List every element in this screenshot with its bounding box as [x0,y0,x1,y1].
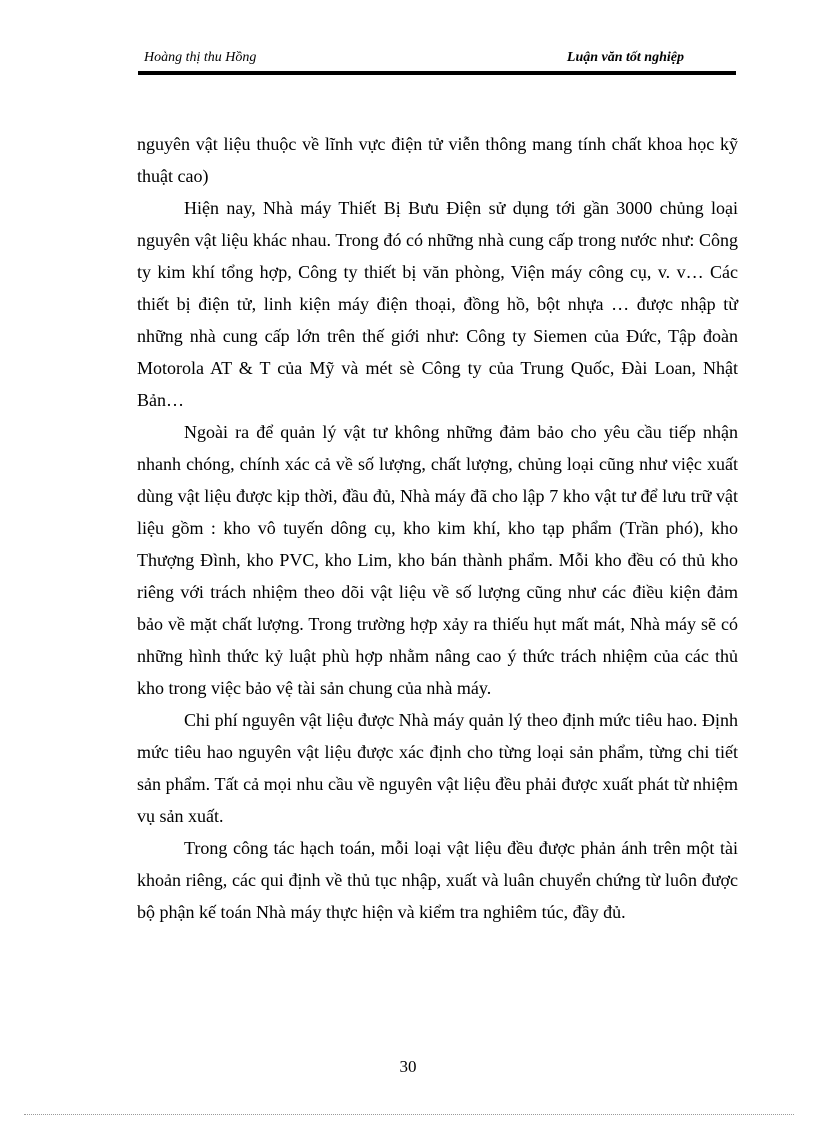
paragraph: nguyên vật liệu thuộc về lĩnh vực điện tử viễn thông mang tính chất khoa học kỹ thuật cao) [137,134,738,186]
header-author: Hoàng thị thu Hồng [144,50,257,65]
paragraph: Trong công tác hạch toán, mỗi loại vật liệu đều được phản ánh trên một tài khoản riêng, các qui định về thủ tục nhập, xuất và luân chuyển chứng từ luôn được bộ phận kế toán Nhà máy thực hiện và kiểm tra nghiêm túc, đầy đủ. [137,838,738,922]
paragraph: Hiện nay, Nhà máy Thiết Bị Bưu Điện sử dụng tới gần 3000 chủng loại nguyên vật liệu khác nhau. Trong đó có những nhà cung cấp trong nước như: Công ty kim khí tổng hợp, Công ty thiết bị văn phòng, Viện máy công cụ, v. v… Các thiết bị điện tử, linh kiện máy điện thoại, đồng hồ, bột nhựa … được nhập từ những nhà cung cấp lớn trên thế giới như: Công ty Siemen của Đức, Tập đoàn Motorola AT & T của Mỹ và mét sè Công ty của Trung Quốc, Đài Loan, Nhật Bản… [137,198,738,410]
page-header [138,46,736,76]
paragraph: Chi phí nguyên vật liệu được Nhà máy quản lý theo định mức tiêu hao. Định mức tiêu hao nguyên vật liệu được xác định cho từng loại sản phẩm, từng chi tiết sản phẩm. Tất cả mọi nhu cầu về nguyên vật liệu đều phải được xuất phát từ nhiệm vụ sản xuất. [137,710,738,826]
header-rule [138,71,736,75]
page-number: 30 [399,1057,417,1076]
paragraph: Ngoài ra để quản lý vật tư không những đảm bảo cho yêu cầu tiếp nhận nhanh chóng, chính xác cả về số lượng, chất lượng, chủng loại cũng như việc xuất dùng vật liệu được kịp thời, đầu đủ, Nhà máy đã cho lập 7 kho vật tư để lưu trữ vật liệu gồm : kho vô tuyến dông cụ, kho kim khí, kho tạp phẩm (Trần phó), kho Thượng Đình, kho PVC, kho Lim, kho bán thành phẩm. Mỗi kho đều có thủ kho riêng với trách nhiệm theo dõi vật liệu về số lượng cũng như các điều kiện đảm bảo về mặt chất lượng. Trong trường hợp xảy ra thiếu hụt mất mát, Nhà máy sẽ có những hình thức kỷ luật phù hợp nhằm nâng cao ý thức trách nhiệm của các thủ kho trong việc bảo vệ tài sản chung của nhà máy. [137,422,738,698]
footer-divider [24,1114,794,1115]
header-title: Luận văn tốt nghiệp [566,50,684,65]
body-text [137,128,738,928]
